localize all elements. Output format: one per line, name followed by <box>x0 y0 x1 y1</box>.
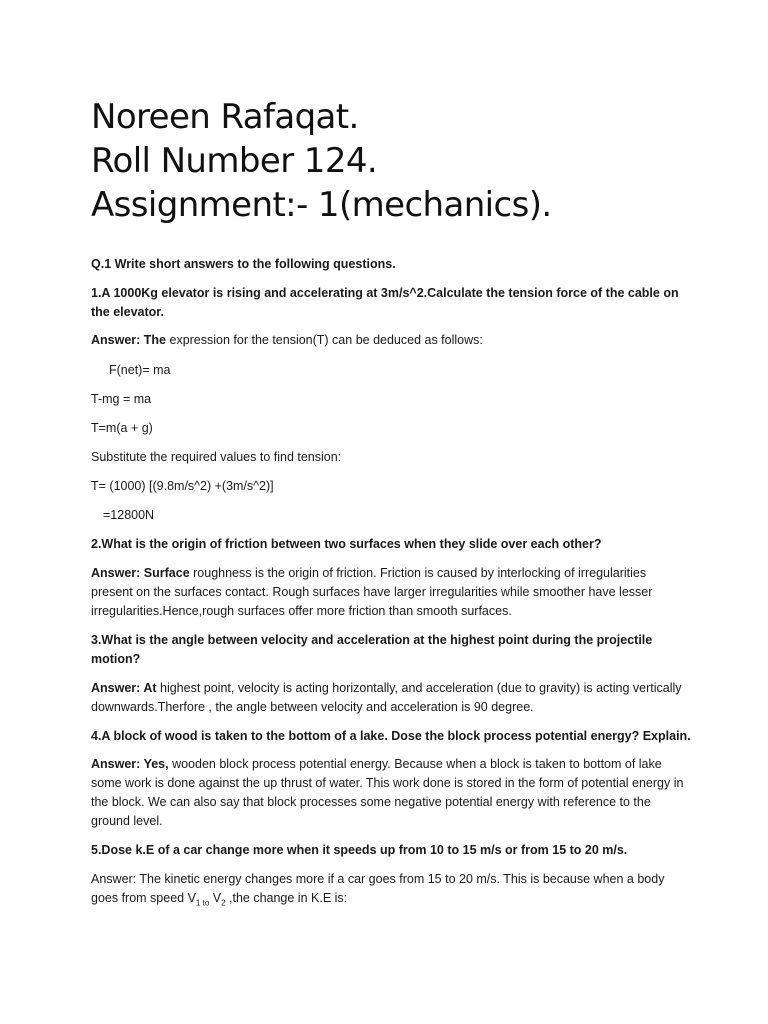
answer-2-text: roughness is the origin of friction. Friction is caused by interlocking of irregularities present on the surfaces contact. Rough surfaces have larger irregularities while smoother have lesser irregularities.Hence,rough surfaces offer more friction than smooth surfaces. <box>91 566 653 618</box>
equation-5: =12800N <box>103 508 155 522</box>
roll-number: Roll Number 124. <box>91 141 378 181</box>
document-header <box>91 95 731 227</box>
question-3: 3.What is the angle between velocity and acceleration at the highest point during the projectile motion? <box>91 633 653 666</box>
question-2: 2.What is the origin of friction between two surfaces when they slide over each other? <box>91 537 602 551</box>
assignment-title: Assignment:- 1(mechanics). <box>91 185 552 225</box>
answer-2-lead: Answer: Surface <box>91 566 190 580</box>
answer-1-text: expression for the tension(T) can be deduced as follows: <box>166 333 483 347</box>
answer-4 <box>91 755 691 831</box>
answer-4-text: wooden block process potential energy. Because when a block is taken to bottom of lake some work is done against the up thrust of water. This work done is stored in the form of potential energy in the block. We can also say that block processes some negative potential energy with reference to the ground level. <box>91 757 684 828</box>
equation-1: F(net)= ma <box>109 363 171 377</box>
answer-3 <box>91 679 691 717</box>
student-name: Noreen Rafaqat. <box>91 97 359 137</box>
answer-4-lead: Answer: Yes, <box>91 757 169 771</box>
answer-5 <box>91 870 691 908</box>
answer-2 <box>91 564 691 621</box>
equation-3: T=m(a + g) <box>91 421 153 435</box>
substitute-line: Substitute the required values to find tension: <box>91 450 342 464</box>
subscript-1: 1 to <box>195 898 210 908</box>
question-1: 1.A 1000Kg elevator is rising and accelerating at 3m/s^2.Calculate the tension force of the cable on the elevator. <box>91 286 679 319</box>
answer-5-part1: Answer: The kinetic energy changes more if a car goes from 15 to 20 m/s. This is because when a body goes from speed V <box>91 872 665 905</box>
equation-4: T= (1000) [(9.8m/s^2) +(3m/s^2)] <box>91 479 274 493</box>
question-4: 4.A block of wood is taken to the bottom of a lake. Dose the block process potential energy? Explain. <box>91 729 691 743</box>
answer-3-text: highest point, velocity is acting horizontally, and acceleration (due to gravity) is acting vertically downwards.Therfore , the angle between velocity and acceleration is 90 degree. <box>91 681 682 714</box>
question-5: 5.Dose k.E of a car change more when it speeds up from 10 to 15 m/s or from 15 to 20 m/s. <box>91 843 628 857</box>
answer-1 <box>91 331 691 350</box>
answer-5-part2: ,the change in K.E is: <box>225 891 348 905</box>
q1-heading: Q.1 Write short answers to the following questions. <box>91 257 396 271</box>
subscript-2: 2 <box>221 898 226 908</box>
answer-1-lead: Answer: The <box>91 333 167 347</box>
answer-3-lead: Answer: At <box>91 681 157 695</box>
equation-2: T-mg = ma <box>91 392 152 406</box>
answer-5-mid: V <box>209 891 222 905</box>
